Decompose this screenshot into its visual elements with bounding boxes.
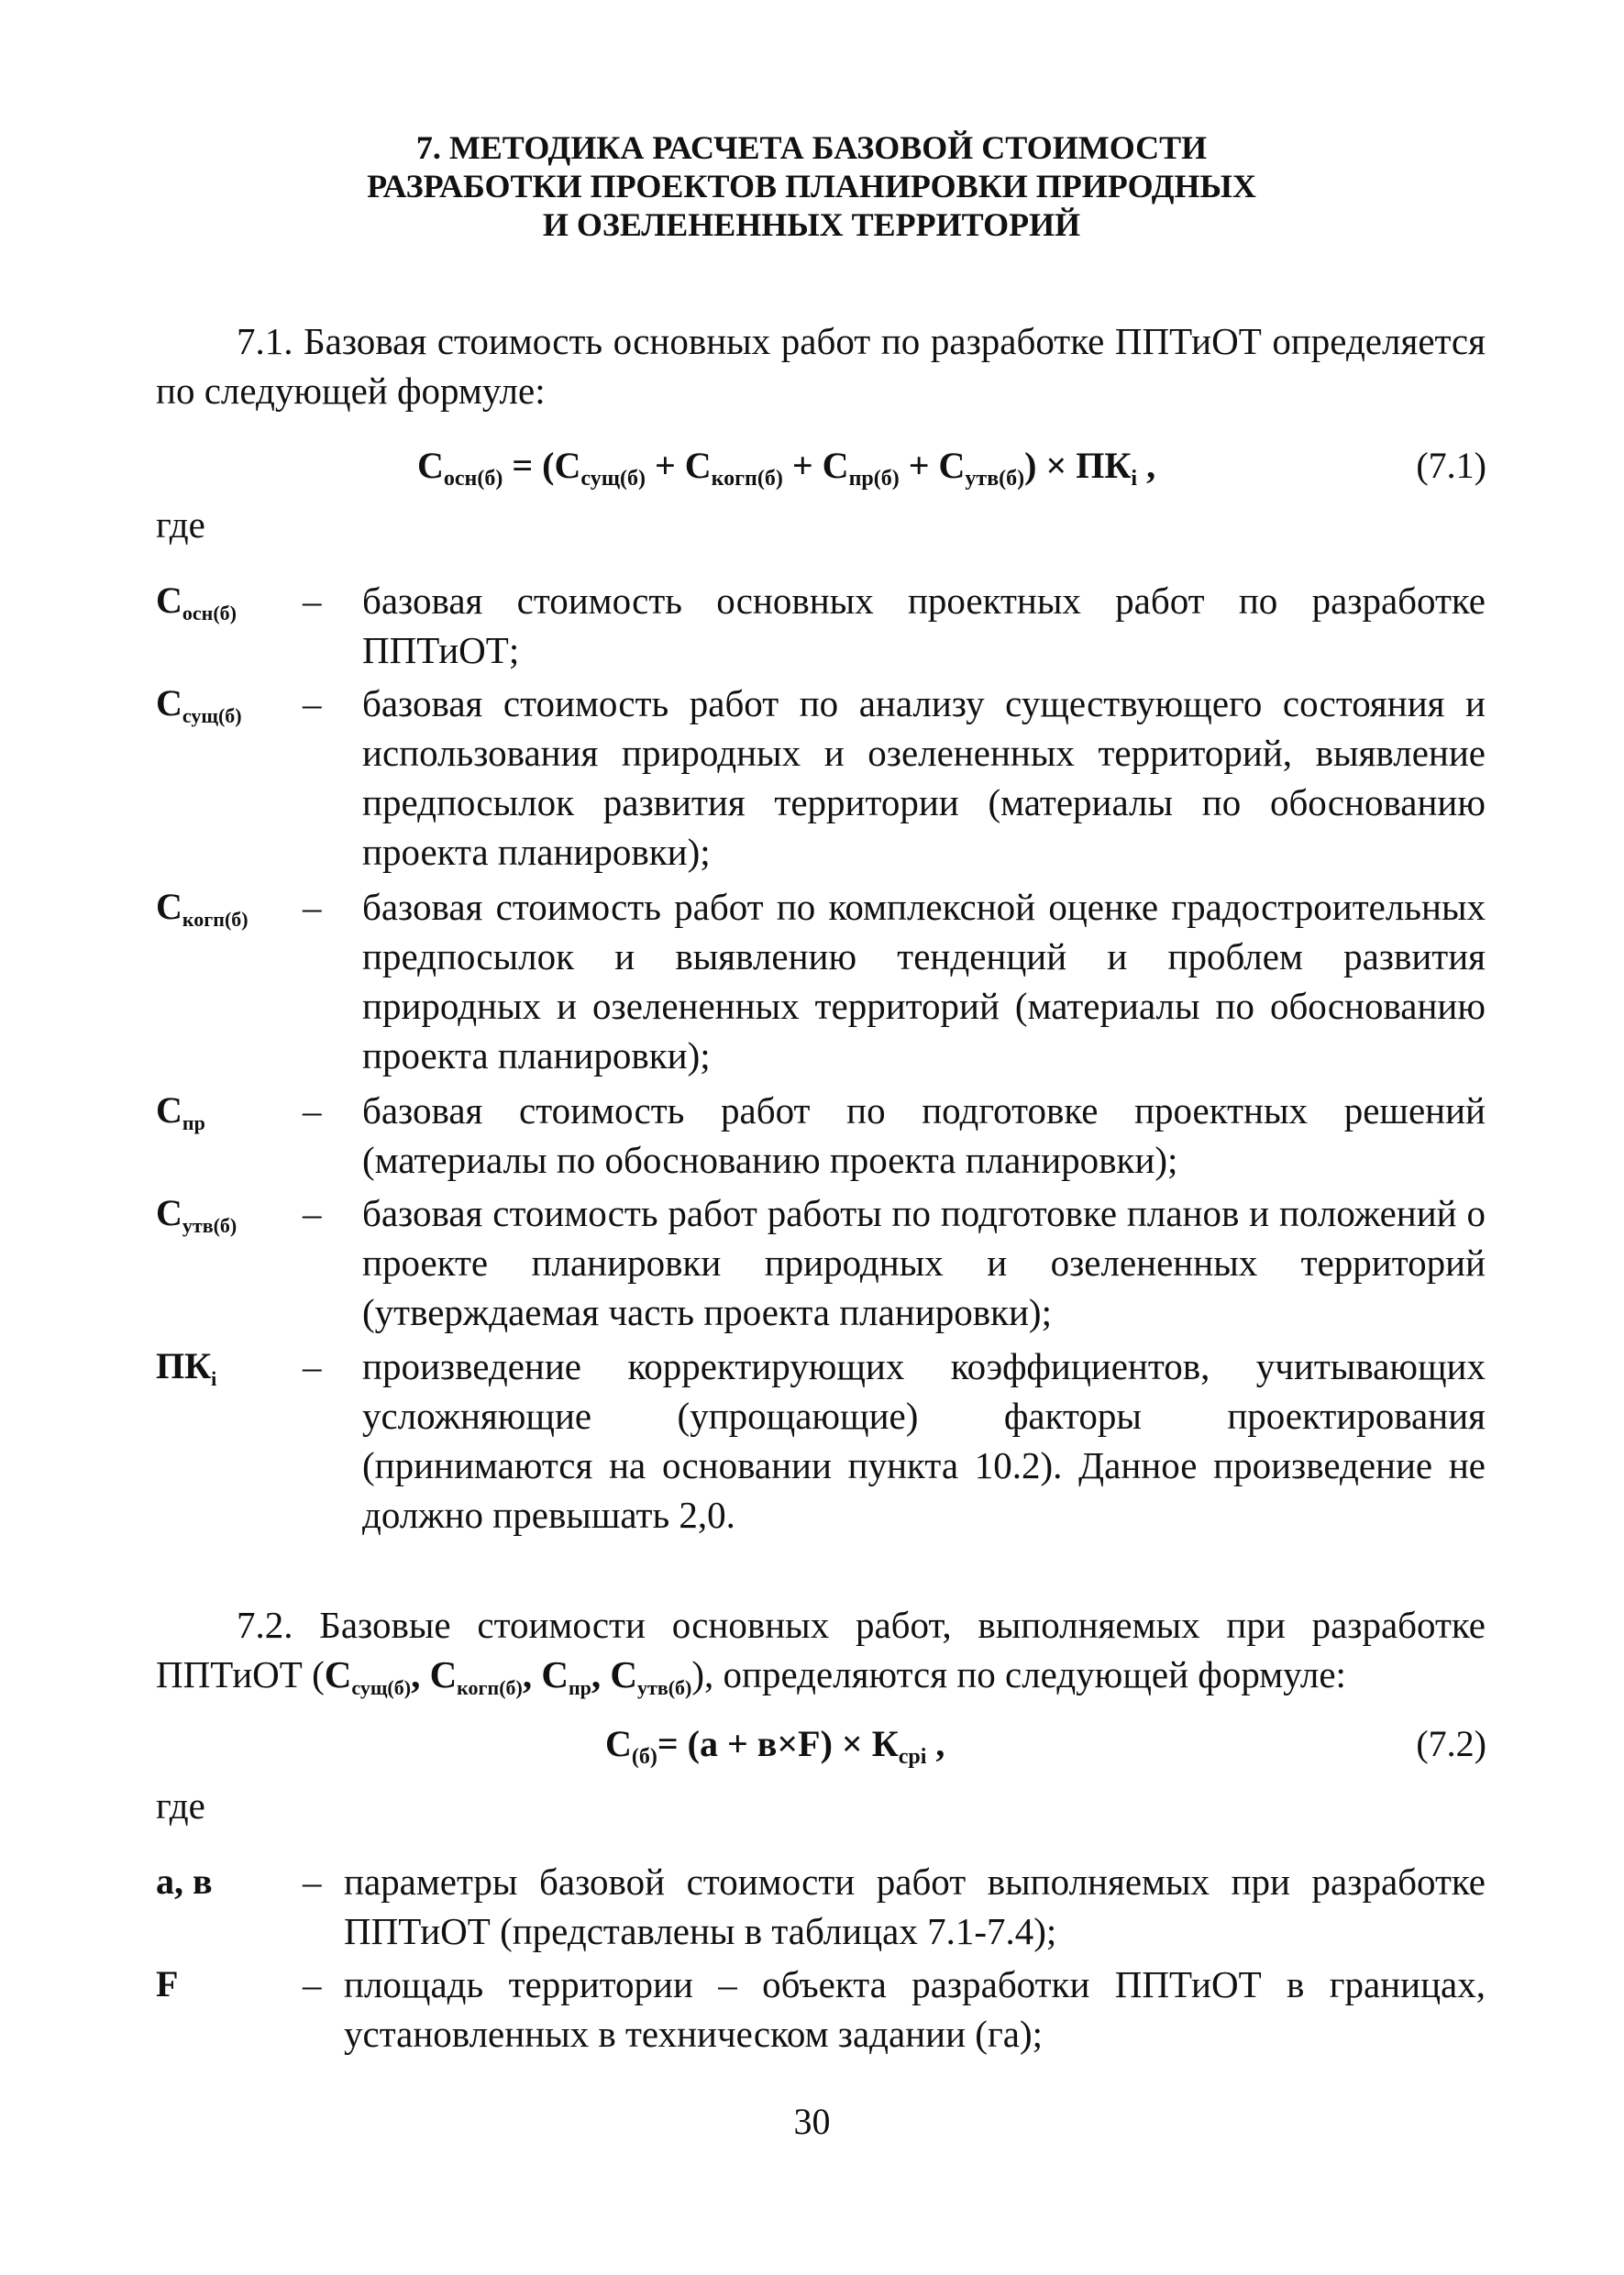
definition-text: базовая стоимость работ по анализу существующего состояния и использования природных и озелененных территорий, выявление предпосылок развития территории (материалы по обоснованию проекта планировки); bbox=[362, 682, 1486, 873]
where-label-2: где bbox=[156, 1784, 205, 1827]
definition-dash: – bbox=[303, 1861, 322, 1903]
definition-text: базовая стоимость работ работы по подготовке планов и положений о проекте планировки природных и озелененных территорий (утверждаемая часть проекта планировки); bbox=[362, 1192, 1486, 1333]
formula-number-7-1: (7.1) bbox=[1416, 445, 1486, 486]
definition-c-pr bbox=[156, 1086, 1486, 1187]
heading-line-1: 7. МЕТОДИКА РАСЧЕТА БАЗОВОЙ СТОИМОСТИ bbox=[415, 129, 1208, 166]
definition-f bbox=[156, 1960, 1486, 2060]
definition-dash: – bbox=[303, 1192, 322, 1234]
definition-dash: – bbox=[303, 682, 322, 724]
definition-dash: – bbox=[303, 1345, 322, 1387]
definition-text: произведение корректирующих коэффициентов, учитывающих усложняющие (упрощающие) факторы проектирования (принимаются на основании пункта 10.2). Данное произведение не должно превышать 2,0. bbox=[362, 1345, 1486, 1536]
definition-symbol: $C_{утв(б)}$ bbox=[156, 1192, 238, 1237]
definition-dash: – bbox=[303, 580, 322, 622]
definition-dash: – bbox=[303, 1089, 322, 1132]
definition-text: базовая стоимость работ по комплексной оценке градостроительных предпосылок и выявлению тенденций и проблем развития природных и озелененных территорий (материалы по обоснованию проекта планировки); bbox=[362, 886, 1486, 1077]
formula-7-1: $C_{осн(б)} = (C_{сущ(б)} + C_{когп(б)} + C_{пр(б)} + C_{утв(б)}) \times ПК_i$ , bbox=[417, 445, 1156, 491]
definition-symbol: $C_{осн(б)}$ bbox=[156, 580, 237, 624]
definition-a-b bbox=[156, 1857, 1486, 1958]
definition-symbol: $ПК_i$ bbox=[156, 1345, 217, 1390]
formula-7-2: $C_{(б)}= (а + в\times F) \times К_{срi}$ , bbox=[605, 1723, 945, 1769]
definition-symbol: $C_{пр}$ bbox=[156, 1089, 205, 1134]
paragraph-7-2-intro: 7.2. Базовые стоимости основных работ, выполняемых при разработке ППТиОТ ($C_{сущ(б)}$, $C_{когп(б)}$, $C_{пр}$, $C_{утв(б)}$), определяются по следующей формуле: bbox=[156, 1604, 1486, 1699]
definition-c-sush bbox=[156, 679, 1486, 880]
paragraph-7-1-intro: 7.1. Базовая стоимость основных работ по разработке ППТиОТ определяется по следующей формуле: bbox=[156, 320, 1486, 412]
page-number: 30 bbox=[793, 2101, 831, 2142]
definition-text: базовая стоимость основных проектных работ по разработке ППТиОТ; bbox=[362, 580, 1486, 671]
definition-dash: – bbox=[303, 886, 322, 928]
definition-dash: – bbox=[303, 1963, 322, 2005]
definition-text: площадь территории – объекта разработки ППТиОТ в границах, установленных в техническом задании (га); bbox=[344, 1963, 1486, 2055]
definition-symbol: F bbox=[156, 1963, 179, 2004]
definition-c-kogp bbox=[156, 882, 1486, 1084]
cost-term-list: $C_{сущ(б)}$, $C_{когп(б)}$, $C_{пр}$, $C_{утв(б)}$ bbox=[324, 1653, 692, 1699]
definition-c-osn bbox=[156, 576, 1486, 677]
where-label: где bbox=[156, 503, 205, 546]
definition-symbol: а, в bbox=[156, 1861, 213, 1902]
formula-number-7-2: (7.2) bbox=[1416, 1723, 1486, 1764]
section-heading bbox=[156, 128, 1467, 244]
definition-symbol: $C_{когп(б)}$ bbox=[156, 886, 249, 931]
definition-text: базовая стоимость работ по подготовке проектных решений (материалы по обоснованию проекта планировки); bbox=[362, 1089, 1486, 1181]
definition-text: параметры базовой стоимости работ выполняемых при разработке ППТиОТ (представлены в таблицах 7.1-7.4); bbox=[344, 1861, 1486, 1952]
definition-c-utv bbox=[156, 1188, 1486, 1340]
heading-line-3: И ОЗЕЛЕНЕННЫХ ТЕРРИТОРИЙ bbox=[542, 206, 1081, 243]
definition-pk-i bbox=[156, 1342, 1486, 1543]
heading-line-2: РАЗРАБОТКИ ПРОЕКТОВ ПЛАНИРОВКИ ПРИРОДНЫХ bbox=[367, 168, 1256, 204]
definition-symbol: $C_{сущ(б)}$ bbox=[156, 682, 242, 727]
